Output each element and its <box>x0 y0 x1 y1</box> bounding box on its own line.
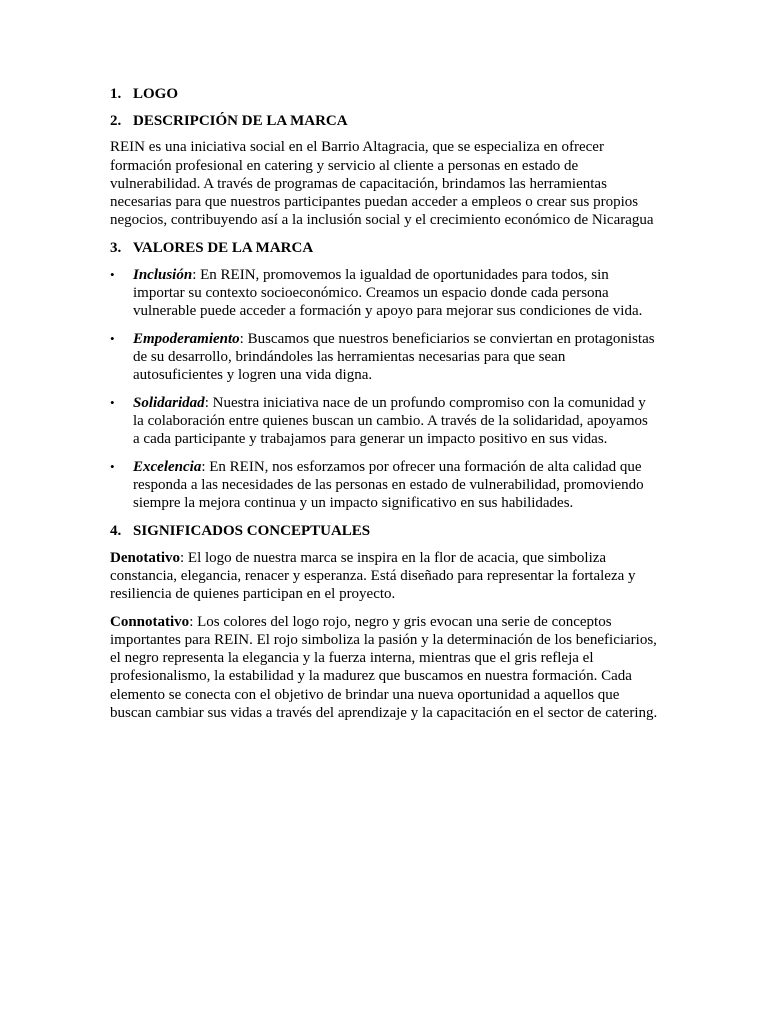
section-title: VALORES DE LA MARCA <box>133 239 314 256</box>
section-number: 1. <box>110 86 122 102</box>
denotative-term: Denotativo <box>110 549 180 566</box>
section-title: SIGNIFICADOS CONCEPTUALES <box>133 523 371 540</box>
list-item <box>110 266 658 321</box>
value-term: Empoderamiento <box>133 330 240 347</box>
value-description: : Buscamos que nuestros beneficiarios se conviertan en protagonistas de su desarrollo, brindándoles las herramientas necesarias para que sean autosuficientes y logren una vida digna. <box>133 330 655 384</box>
value-text <box>133 394 658 449</box>
section-title: LOGO <box>133 86 179 102</box>
connotative-term: Connotativo <box>110 613 190 630</box>
section-heading-brand-values <box>110 239 658 257</box>
value-text <box>133 458 658 513</box>
denotative-paragraph <box>110 549 658 604</box>
section-title: DESCRIPCIÓN DE LA MARCA <box>133 112 348 129</box>
connotative-text: : Los colores del logo rojo, negro y gris evocan una serie de conceptos importantes para REIN. El rojo simboliza la pasión y la determinación de los beneficiarios, el negro representa la elegancia y la fuerza interna, mientras que el gris reflejа el profesionalismo, la estabilidad y la madurez que buscamos en nuestra formación. Cada elemento se conecta con el objetivo de brindar una nueva oportunidad a aquellos que buscan cambiar sus vidas a través del aprendizaje y la capacitación en el sector de catering. <box>110 613 658 721</box>
denotative-text: : El logo de nuestra marca se inspira en la flor de acacia, que simboliza constancia, elegancia, renacer y esperanza. Está diseñado para representar la fortaleza y resiliencia de quienes participan en el proyecto. <box>110 549 636 603</box>
connotative-paragraph <box>110 613 658 722</box>
section-number: 4. <box>110 523 122 540</box>
list-item <box>110 330 658 385</box>
value-text <box>133 330 658 385</box>
section-number: 3. <box>110 239 122 256</box>
value-description: : En REIN, promovemos la igualdad de oportunidades para todos, sin importar su contexto socioeconómico. Creamos un espacio donde cada persona vulnerable puede acceder a formación y apoyo para mejorar sus condiciones de vida. <box>133 266 643 320</box>
value-description: : Nuestra iniciativa nace de un profundo compromiso con la comunidad y la colaboración entre quienes buscan un cambio. A través de la solidaridad, apoyamos a cada participante y trabajamos para generar un impacto positivo en sus vidas. <box>133 394 648 448</box>
value-term: Excelencia <box>133 458 202 475</box>
bullet-icon: • <box>110 330 115 346</box>
bullet-icon: • <box>110 394 115 410</box>
value-description: : En REIN, nos esforzamos por ofrecer una formación de alta calidad que responda a las necesidades de las personas en estado de vulnerabilidad, promoviendo siempre la mejora continua y un impacto significativo en sus habilidades. <box>133 458 644 512</box>
value-text <box>133 266 658 321</box>
bullet-icon: • <box>110 266 115 282</box>
list-item <box>110 458 658 513</box>
brand-description-paragraph: REIN es una iniciativa social en el Barrio Altagracia, que se especializa en ofrecer formación profesional en catering y servicio al cliente a personas en estado de vulnerabilidad. A través de programas de capacitación, brindamos las herramientas necesarias para que nuestros participantes puedan acceder a empleos o crear sus propios negocios, contribuyendo así a la inclusión social y el crecimiento económico de Nicaragua <box>110 139 654 229</box>
list-item <box>110 394 658 449</box>
value-term: Solidaridad <box>133 394 205 411</box>
value-term: Inclusión <box>133 266 193 283</box>
section-heading-conceptual-meanings <box>110 522 658 540</box>
document-body <box>110 85 658 732</box>
section-heading-logo <box>110 85 658 103</box>
bullet-icon: • <box>110 458 115 474</box>
section-heading-brand-description <box>110 112 658 130</box>
section-number: 2. <box>110 112 122 129</box>
brand-values-list <box>110 266 658 513</box>
